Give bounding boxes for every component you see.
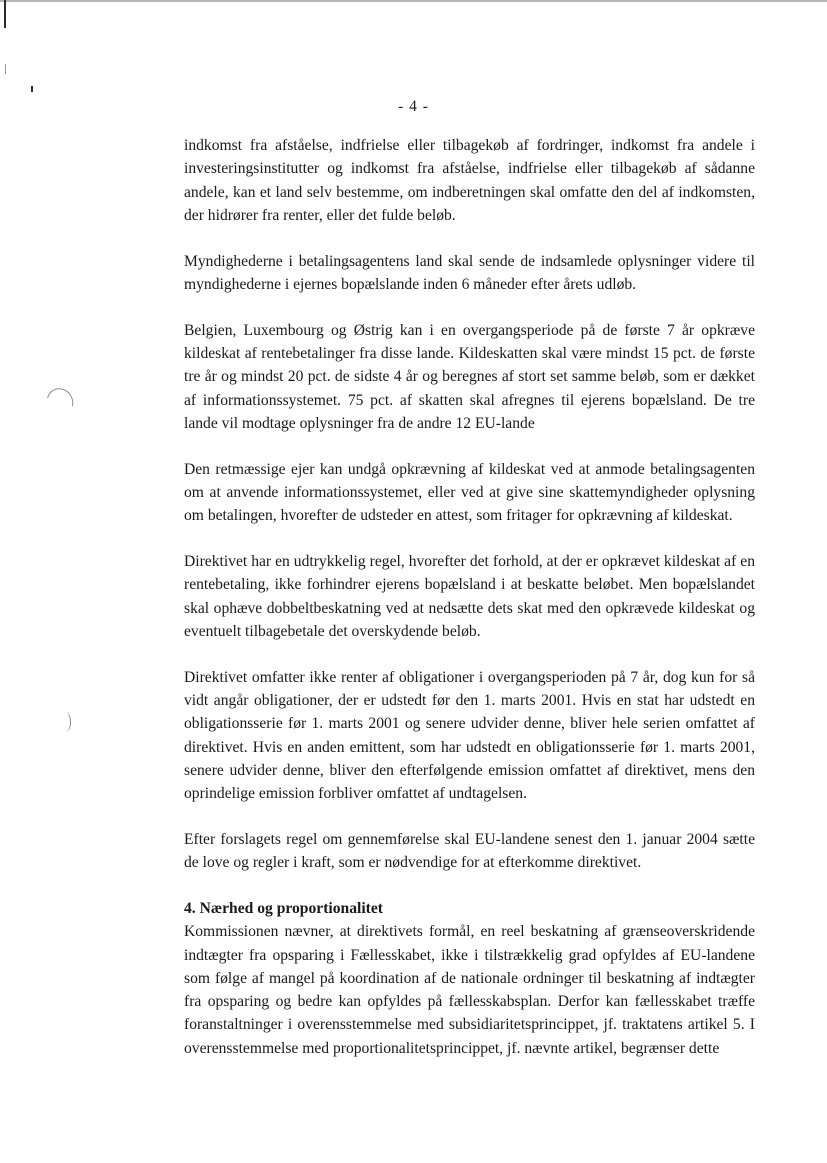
document-body [184, 134, 755, 1060]
paragraph: Den retmæssige ejer kan undgå opkrævning af kildeskat ved at anmode betalingsagenten om at anvende informationssystemet, eller ved at give sine skattemyndigheder oplysning om betalingen, hvorefter de udsteder en attest, som fritager for opkrævning af kildeskat. [184, 460, 755, 525]
scan-edge-left-mark [5, 64, 6, 74]
paragraph: Myndighederne i betalingsagentens land skal sende de indsamlede oplysninger videre til myndighederne i ejernes bopælslande inden 6 måneder efter årets udløb. [184, 252, 755, 293]
paragraph: Direktivet omfatter ikke renter af obligationer i overgangsperioden på 7 år, dog kun for så vidt angår obligationer, der er udstedt før den 1. marts 2001. Hvis en stat har udstedt en obligationsserie før 1. marts 2001 og senere udvider denne, bliver hele serien omfattet af direktivet. Hvis en anden emittent, som har udstedt en obligationsserie før 1. marts 2001, senere udvider denne, bliver den efterfølgende emission omfattet af direktivet, mens den oprindelige emission forbliver omfattet af undtagelsen. [184, 668, 755, 803]
section-paragraph: Kommissionen nævner, at direktivets formål, en reel beskatning af grænseoverskridende indtægter fra opsparing i Fællesskabet, ikke i tilstrækkelig grad opfyldes af EU-landene som følge af mangel på koordination af de nationale ordninger til beskatning af indtægter fra opsparing og bedre kan opfyldes på fællesskabsplan. Derfor kan fællesskabet træffe foranstaltninger i overensstemmelse med subsidiaritetsprincippet, jf. traktatens artikel 5. I overensstemmelse med proportionalitetsprincippet, jf. nævnte artikel, begrænser dette [184, 923, 755, 1057]
scan-edge-left-mark [31, 86, 33, 92]
paragraph: Belgien, Luxembourg og Østrig kan i en overgangsperiode på de første 7 år opkræve kildeskat af rentebetalinger fra disse lande. Kildeskatten skal være mindst 15 pct. de første tre år og mindst 20 pct. de sidste 4 år og beregnes af stort set samme beløb, som er dækket af informationssystemet. 75 pct. af skatten skal afregnes til ejerens bopælsland. De tre lande vil modtage oplysninger fra de andre 12 EU-lande [184, 321, 755, 432]
page-number: - 4 - [398, 98, 429, 115]
paragraph: indkomst fra afståelse, indfrielse eller tilbagekøb af fordringer, indkomst fra andele i investeringsinstitutter og indkomst fra afståelse, indfrielse eller tilbagekøb af sådanne andele, kan et land selv bestemme, om indberetningen skal omfatte den del af indkomsten, der hidrører fra renter, eller det fulde beløb. [184, 137, 755, 224]
scan-edge-left-mark [4, 0, 6, 28]
paragraph: Efter forslagets regel om gennemførelse skal EU-landene senest den 1. januar 2004 sætte de love og regler i kraft, som er nødvendige for at efterkomme direktivet. [184, 831, 755, 872]
scan-edge-top [0, 0, 827, 2]
section-heading: 4. Nærhed og proportionalitet [184, 900, 383, 918]
punch-hole-mark [60, 712, 71, 732]
paragraph: Direktivet har en udtrykkelig regel, hvorefter det forhold, at der er opkrævet kildeskat af en rentebetaling, ikke forhindrer ejerens bopælsland i at beskatte beløbet. Men bopælslandet skal ophæve dobbeltbeskatning ved at nedsætte dets skat med den opkrævede kildeskat og eventuelt tilbagebetale det overskydende beløb. [184, 553, 755, 641]
punch-hole-mark [42, 383, 79, 420]
